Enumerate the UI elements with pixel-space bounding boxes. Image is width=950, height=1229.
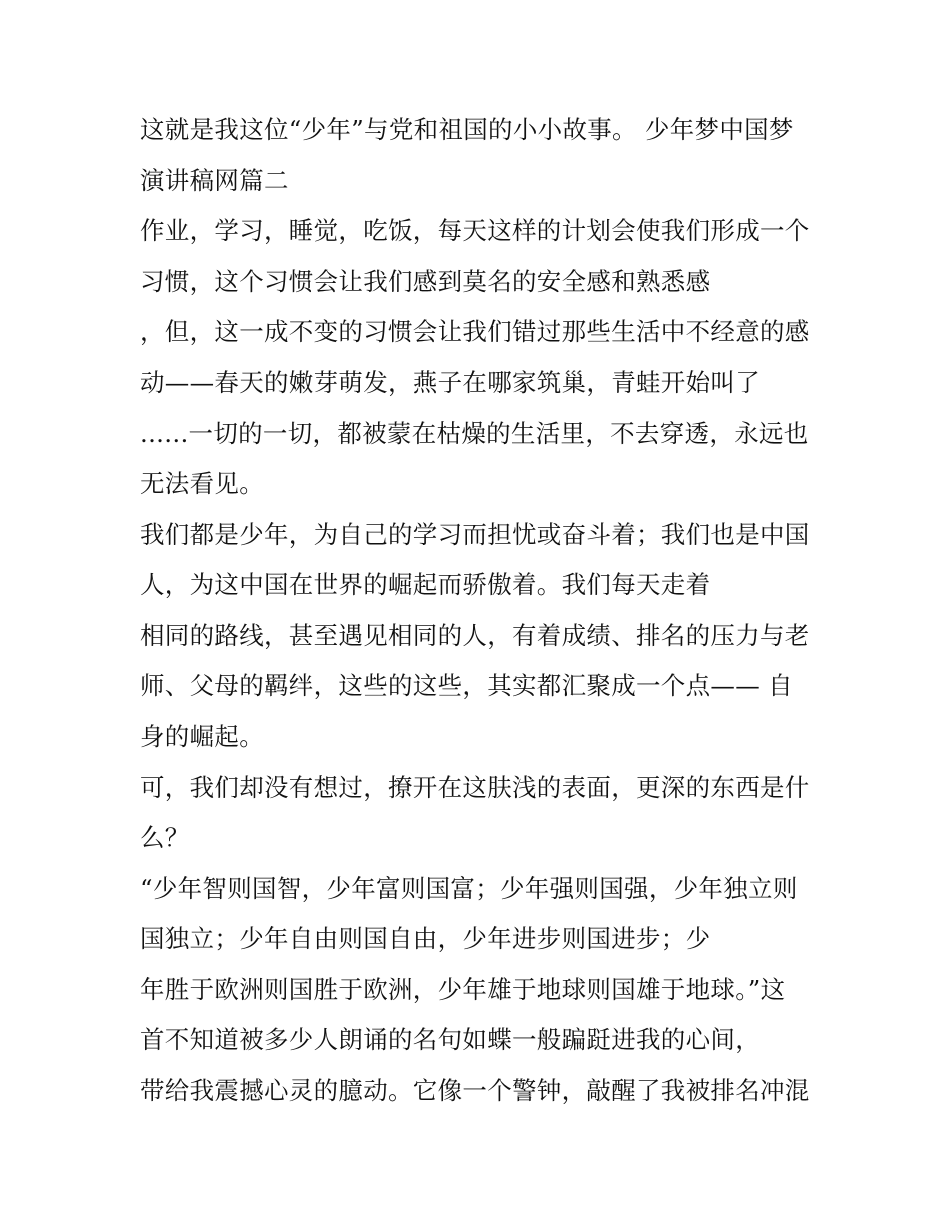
text-line: 首不知道被多少人朗诵的名句如蝶一般蹁跹进我的心间， [140,1025,760,1054]
text-line: 国独立；少年自由则国自由，少年进步则国进步；少 [140,924,711,953]
text-line: 人，为这中国在世界的崛起而骄傲着。我们每天走着 [140,570,711,599]
text-line: 作业，学习，睡觉，吃饭，每天这样的计划会使我们形成一个 [140,216,810,245]
text-line: 我们都是少年，为自己的学习而担忧或奋斗着；我们也是中国 [140,520,810,549]
text-line: 这就是我这位“少年”与党和祖国的小小故事。 少年梦中国梦 [140,115,794,144]
text-line: 师、父母的羁绊，这些的这些，其实都汇聚成一个点—— 自 [140,671,793,700]
text-line: ，但，这一成不变的习惯会让我们错过那些生活中不经意的感 [140,317,810,346]
text-line: 动——春天的嫩芽萌发，燕子在哪家筑巢，青蛙开始叫了 [140,368,760,397]
text-line: 相同的路线，甚至遇见相同的人，有着成绩、排名的压力与老 [140,621,810,650]
text-line: 演讲稿网篇二 [140,166,289,195]
text-line: 年胜于欧洲则国胜于欧洲，少年雄于地球则国雄于地球。”这 [140,975,786,1004]
text-line: ......一切的一切，都被蒙在枯燥的生活里，不去穿透，永远也 [140,419,809,448]
text-line: 带给我震撼心灵的臆动。它像一个警钟，敲醒了我被排名冲混 [140,1076,810,1105]
text-line: 无法看见。 [140,469,264,498]
text-line: 身的崛起。 [140,722,264,751]
text-line: 么？ [140,823,190,852]
text-line: 习惯，这个习惯会让我们感到莫名的安全感和熟悉感 [140,267,711,296]
text-line: 可，我们却没有想过，撩开在这肤浅的表面，更深的东西是什 [140,773,810,802]
text-line: “少年智则国智，少年富则国富；少年强则国强，少年独立则 [140,874,798,903]
